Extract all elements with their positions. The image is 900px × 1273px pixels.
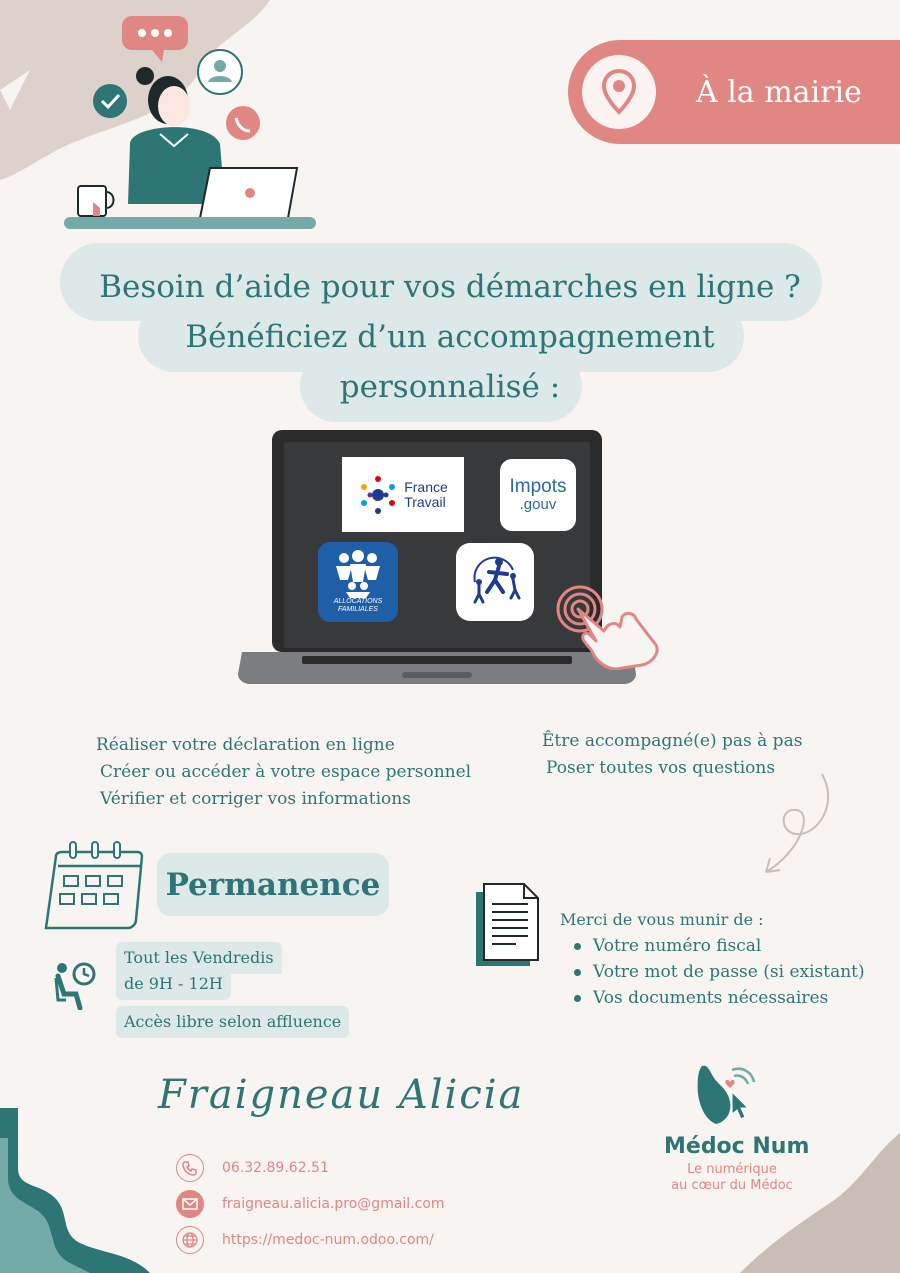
schedule-hours: de 9H - 12H [116,968,231,1000]
ameli-logo [456,543,534,621]
phone-icon [176,1154,204,1182]
document-icon [472,882,544,970]
impots-line2: .gouv [519,496,557,513]
map-pin-icon [582,55,656,129]
email-address[interactable]: fraigneau.alicia.pro@gmail.com [222,1196,445,1212]
caf-line2: FAMILIALES [338,606,378,613]
headline [0,262,900,412]
email-icon [176,1190,204,1218]
services-left-list [96,732,471,813]
document-item: Vos documents nécessaires [574,985,865,1011]
phone-row[interactable] [176,1154,329,1182]
brand-tagline [662,1162,802,1194]
curly-arrow-icon [760,772,835,877]
calendar-icon [40,840,145,932]
location-badge [568,40,900,144]
bottom-left-decoration [0,1108,150,1273]
france-travail-logo [342,457,464,532]
service-item: Être accompagné(e) pas à pas [542,731,803,751]
website-link[interactable]: https://medoc-num.odoo.com/ [222,1232,434,1248]
caf-family-icon [330,550,386,598]
documents-title: Merci de vous munir de : [560,910,764,929]
impots-line1: Impots [509,476,567,497]
access-info: Accès libre selon affluence [116,1006,349,1038]
service-item: Vérifier et corriger vos informations [100,789,411,809]
schedule-day: Tout les Vendredis [116,942,282,974]
headline-line3: personnalisé : [339,369,561,405]
document-item: Votre numéro fiscal [574,933,865,959]
person-at-laptop-illustration [60,14,320,234]
service-item: Réaliser votre déclaration en ligne [96,735,395,755]
contact-name: Fraigneau Alicia [158,1072,525,1118]
caf-logo [318,542,398,622]
document-item: Votre mot de passe (si existant) [574,959,865,985]
service-item: Créer ou accéder à votre espace personnel [100,762,472,782]
phone-number[interactable]: 06.32.89.62.51 [222,1160,329,1176]
hand-tap-icon [556,585,666,670]
website-row[interactable] [176,1226,434,1254]
france-travail-dots-icon [358,473,398,517]
brand-tagline-line1: Le numérique [687,1162,777,1177]
france-travail-line2: Travail [404,493,446,510]
medoc-num-logo-icon [694,1062,760,1128]
service-item: Poser toutes vos questions [546,758,776,778]
headline-line1: Besoin d’aide pour vos démarches en ligne ? [99,269,801,305]
caf-line1: ALLOCATIONS [333,598,383,605]
documents-list [574,933,865,1011]
france-travail-line1: France [404,478,448,495]
location-label: À la mairie [696,74,862,110]
brand-name: Médoc Num [664,1134,810,1159]
ameli-family-icon [465,552,525,612]
brand-tagline-line2: au cœur du Médoc [671,1178,793,1193]
waiting-room-icon [52,960,96,1010]
globe-icon [176,1226,204,1254]
email-row[interactable] [176,1190,445,1218]
headline-line2: Bénéficiez d’un accompagnement [185,319,715,355]
permanence-title: Permanence [157,853,389,916]
impots-gouv-logo [500,459,576,531]
